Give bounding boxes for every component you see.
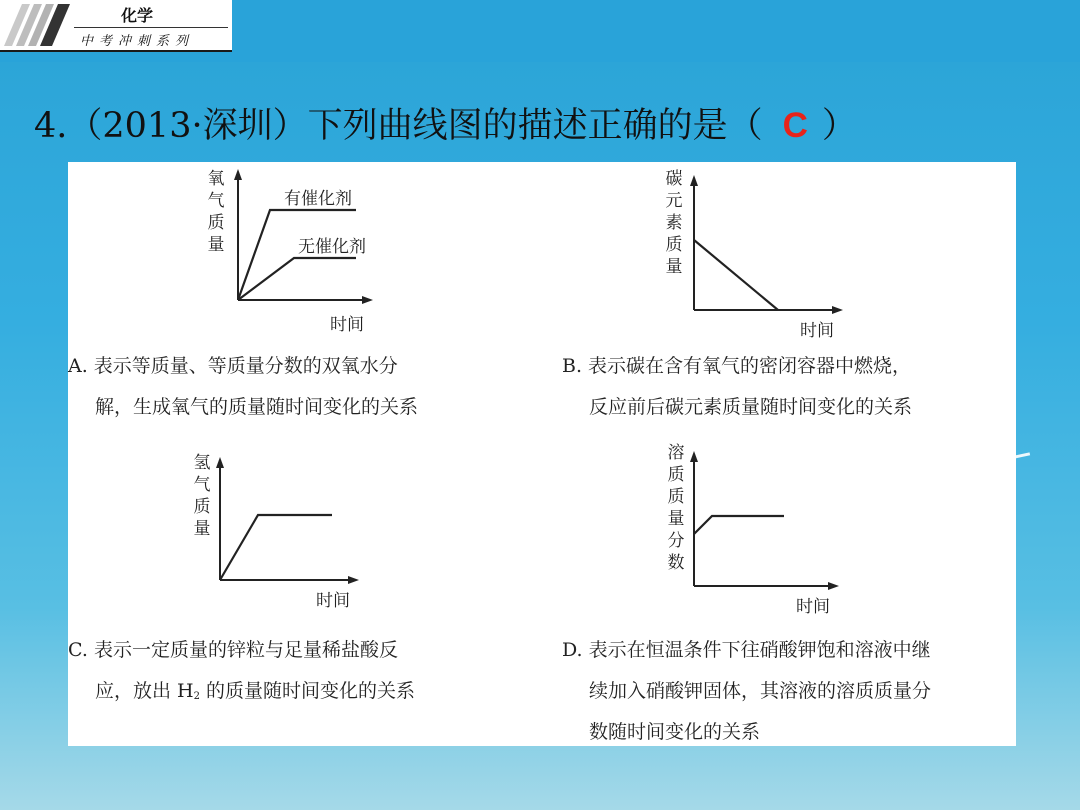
caption-b-line: 反应前后碳元素质量随时间变化的关系 <box>589 396 913 418</box>
caption-c-text: 应，放出 H <box>95 680 194 702</box>
graph-c-y-char: 量 <box>193 519 211 539</box>
graph-c-y-label <box>194 453 211 539</box>
graph-c-y-char: 氢 <box>193 453 211 473</box>
caption-c-subscript: 2 <box>193 691 200 702</box>
caption-c <box>68 630 415 717</box>
caption-d-line: D. 表示在恒温条件下往硝酸钾饱和溶液中继 <box>562 639 931 661</box>
caption-b <box>562 346 912 428</box>
graph-b-y-char: 量 <box>665 257 683 277</box>
graph-a-x-label: 时间 <box>330 315 364 335</box>
graph-b-y-arrow <box>690 175 698 186</box>
graph-b-y-char: 质 <box>665 235 683 255</box>
question-stem <box>34 98 857 148</box>
graph-a-label-no-catalyst: 无催化剂 <box>298 237 366 257</box>
decorative-glint <box>1014 452 1030 458</box>
graph-a-y-label <box>208 169 225 255</box>
graph-d-y-label <box>668 443 685 573</box>
graph-b-y-char: 碳 <box>665 169 683 189</box>
graph-a-label-catalyst: 有催化剂 <box>284 189 352 209</box>
graph-b <box>660 164 860 340</box>
series-name: 中考冲刺系列 <box>80 34 195 49</box>
graph-a-y-char: 气 <box>207 191 225 211</box>
caption-a-line: A. 表示等质量、等质量分数的双氧水分 <box>68 355 398 377</box>
graph-c-y-char: 质 <box>193 497 211 517</box>
figure-panel <box>68 162 1016 746</box>
graph-d-y-char: 量 <box>667 509 685 529</box>
graph-d-curve <box>694 516 784 534</box>
answer-choice: C <box>782 106 808 145</box>
graph-d-x-label: 时间 <box>796 597 830 617</box>
graph-c-x-label: 时间 <box>316 591 350 611</box>
subject-title: 化学 <box>120 6 153 25</box>
caption-d-line: 数随时间变化的关系 <box>589 721 761 743</box>
graph-a <box>198 166 388 338</box>
caption-d-line: 续加入硝酸钾固体，其溶液的溶质质量分 <box>589 680 932 702</box>
graph-d-y-arrow <box>690 451 698 462</box>
graph-d-x-arrow <box>828 582 839 590</box>
graph-b-y-label <box>666 169 683 277</box>
graph-c <box>186 448 386 614</box>
series-logo <box>0 0 232 52</box>
graph-c-x-arrow <box>348 576 359 584</box>
graph-d-y-char: 数 <box>667 553 685 573</box>
graph-d-y-char: 质 <box>667 465 685 485</box>
graph-b-y-char: 元 <box>665 191 683 211</box>
caption-c-line: C. 表示一定质量的锌粒与足量稀盐酸反 <box>68 639 398 661</box>
graph-a-y-char: 氧 <box>207 169 225 189</box>
graph-a-y-arrow <box>234 169 242 180</box>
graph-d-y-char: 质 <box>667 487 685 507</box>
caption-b-line: B. 表示碳在含有氧气的密闭容器中燃烧， <box>562 355 912 377</box>
graph-a-y-char: 量 <box>207 235 225 255</box>
caption-c-line <box>68 671 415 717</box>
graph-a-curve-no-catalyst <box>238 258 356 300</box>
graph-c-y-char: 气 <box>193 475 211 495</box>
graph-a-y-char: 质 <box>207 213 225 233</box>
caption-a <box>68 346 418 428</box>
graph-b-x-arrow <box>832 306 843 314</box>
question-close: ） <box>821 106 857 146</box>
caption-d <box>562 630 931 753</box>
caption-c-text: 的质量随时间变化的关系 <box>199 680 416 702</box>
stripes-icon <box>4 4 70 46</box>
graph-a-x-arrow <box>362 296 373 304</box>
graph-c-y-arrow <box>216 457 224 468</box>
graph-b-curve <box>694 240 778 310</box>
graph-d-y-char: 分 <box>667 531 685 551</box>
graph-b-x-label: 时间 <box>800 321 834 340</box>
logo-divider <box>74 27 228 28</box>
graph-d <box>660 436 860 618</box>
graph-b-y-char: 素 <box>665 213 683 233</box>
graph-d-y-char: 溶 <box>667 443 685 463</box>
graph-c-curve <box>220 515 332 580</box>
caption-a-line: 解，生成氧气的质量随时间变化的关系 <box>95 396 419 418</box>
question-text: 4.（2013·深圳）下列曲线图的描述正确的是（ <box>34 106 763 146</box>
